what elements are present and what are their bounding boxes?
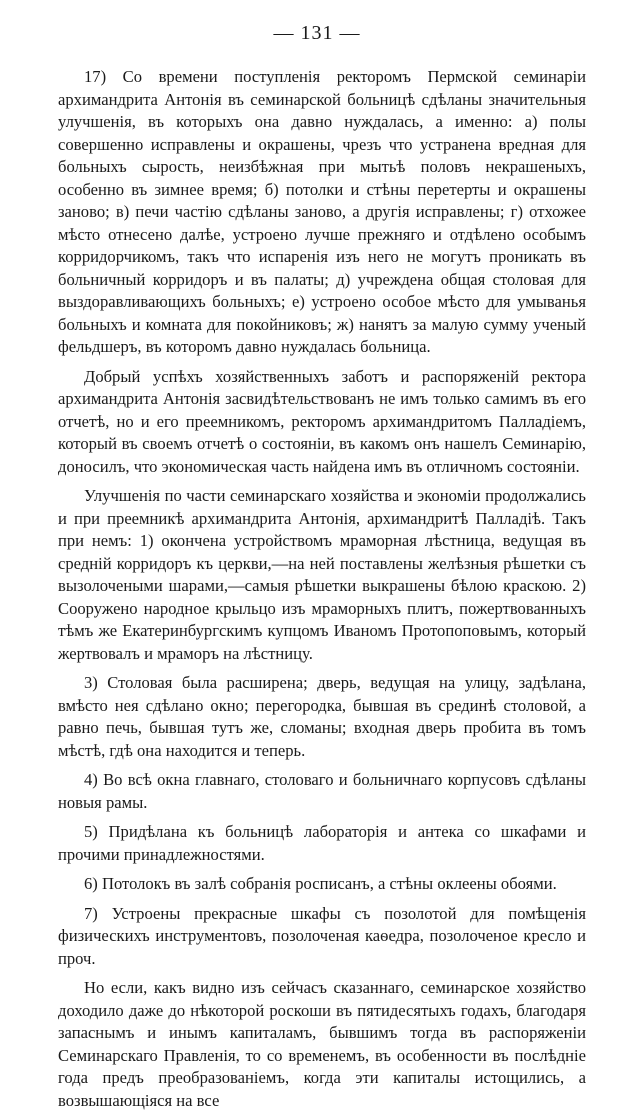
paragraph-item-5: 5) Придѣлана къ больницѣ лабораторія и антека со шкафами и прочими принадлежностями. <box>58 822 586 864</box>
paragraph-palladius-improvements: Улучшенія по части семинарскаго хозяйства и экономіи продолжались и при преемникѣ архимандрита Антонія, архимандритѣ Палладіѣ. Такъ при немъ: 1) окончена устройствомъ мраморная лѣстница, ведущая въ средній корридоръ къ церкви,—на ней поставлены желѣзныя рѣшетки съ вызолочеными шарами,—самыя рѣшетки выкрашены бѣлою краскою. 2) Сооружено народное крыльцо изъ мраморныхъ плитъ, пожертвованныхъ тѣмъ же Екатеринбургскимъ купцомъ Иваномъ Протопоповымъ, который жертвовалъ и мраморъ на лѣстницу. <box>58 486 586 663</box>
paragraph-closing: Но если, какъ видно изъ сейчасъ сказаннаго, семинарское хозяйство доходило даже до нѣкоторой роскоши въ пятидесятыхъ годахъ, благодаря запаснымъ и инымъ капиталамъ, бывшимъ тогда въ распоряженіи Семинарскаго Правленія, то со временемъ, въ особенности въ послѣдніе года предъ преобразованіемъ, когда эти капиталы истощились, а возвышающіяся на все <box>58 978 586 1110</box>
page-number: — 131 — <box>273 22 361 44</box>
paragraph-item-7: 7) Устроены прекрасные шкафы съ позолотой для помѣщенія физическихъ инструментовъ, позолоченая каѳедра, позолоченое кресло и проч. <box>58 903 586 968</box>
paragraph-item-4: 4) Во всѣ окна главнаго, столоваго и больничнаго корпусовъ сдѣланы новыя рамы. <box>58 770 586 812</box>
paragraph-antony-report: Добрый успѣхъ хозяйственныхъ заботъ и распоряженій ректора архимандрита Антонія засвидѣтельствованъ не имъ только самимъ въ его отчетѣ, но и его преемникомъ, ректоромъ архимандритомъ Палладіемъ, который въ своемъ отчетѣ о состояніи, въ какомъ онъ нашелъ Семинарію, доносилъ, что экономическая часть найдена имъ въ отличномъ состояніи. <box>58 366 586 476</box>
paragraph-item-3: 3) Столовая была расширена; дверь, ведущая на улицу, задѣлана, вмѣсто нея сдѣлано окно; перегородка, бывшая въ срединѣ столовой, а равно печь, бывшая тутъ же, сломаны; входная дверь пробита въ томъ мѣстѣ, гдѣ она находится и теперь. <box>58 673 586 760</box>
paragraph-item-6: 6) Потолокъ въ залѣ собранія росписанъ, а стѣны оклеены обоями. <box>84 874 557 893</box>
body-text <box>58 66 586 1112</box>
paragraph-17: 17) Со времени поступленія ректоромъ Пермской семинаріи архимандрита Антонія въ семинарской больницѣ сдѣланы значительныя улучшенія, въ которыхъ она давно нуждалась, а именно: а) полы совершенно исправлены и окрашены, чрезъ что устранена вредная для больныхъ сырость, неизбѣжная при мытьѣ половъ некрашеныхъ, особенно въ зимнее время; б) потолки и стѣны перетерты и окрашены заново; в) печи частію сдѣланы заново, а другія исправлены; г) отхожее мѣсто отнесено далѣе, устроено лучше прежняго и отдѣлено особымъ корридорчикомъ, такъ что испаренія изъ него не могутъ проникать въ больничный корридоръ и въ палаты; д) учреждена общая столовая для выздоравливающихъ больныхъ; е) устроено особое мѣсто для умыванья больныхъ и комната для покойниковъ; ж) нанятъ за малую сумму ученый фельдшеръ, въ которомъ давно нуждалась больница. <box>58 67 586 356</box>
